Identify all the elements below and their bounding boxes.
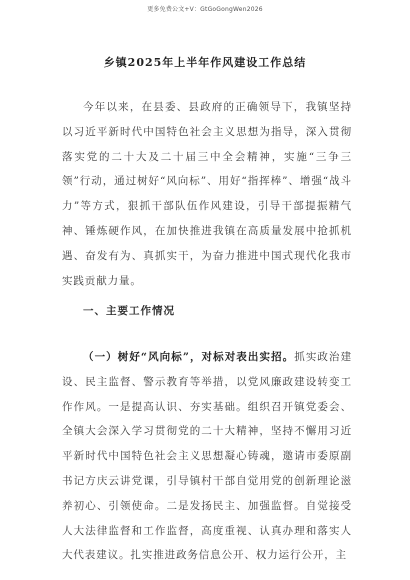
- subsection-1-paragraph: [62, 345, 352, 568]
- document-title: 乡镇2025年上半年作风建设工作总结: [103, 56, 307, 69]
- intro-section: [62, 95, 352, 293]
- subsection-1-heading: （一）树好“风向标”，对标对表出实招。: [83, 351, 295, 363]
- header-note: 更多免费公文+V：GtGoGongWen2026: [147, 6, 263, 13]
- section-heading-main-work: 一、主要工作情况: [83, 305, 175, 317]
- subsection-1-body: 抓实政治建设、民主监督、警示教育等举措，以党风廉政建设转变工作作风。一是提高认识、夯实基础。组织召开镇党委会、全镇大会深入学习贯彻党的二十大精神，坚持不懈用习近平新时代中国特色社会主义思想凝心铸魂，邀请市委原副书记方庆云讲党课，引导镇村干部自觉用党的创新理论滋养初心、引领使命。二是发扬民主、加强监督。自觉接受人大法律监督和工作监督，高度重视、认真办理和落实人大代表建议。扎实推进政务信息公开、权力运行公开，主: [62, 351, 352, 562]
- intro-paragraph: 今年以来，在县委、县政府的正确领导下，我镇坚持以习近平新时代中国特色社会主义思想为指导，深入贯彻落实党的二十大及二十届三中全会精神，实施“三争三领”行动，通过树好“风向标”、用好“指挥棒”、增强“战斗力”等方式，狠抓干部队伍作风建设，引导干部提振精气神、锤炼硬作风，在加快推进我镇在高质量发展中抢抓机遇、奋发有为、真抓实干，为奋力推进中国式现代化我市实践贡献力量。: [62, 101, 352, 287]
- subsection-1: [62, 345, 352, 568]
